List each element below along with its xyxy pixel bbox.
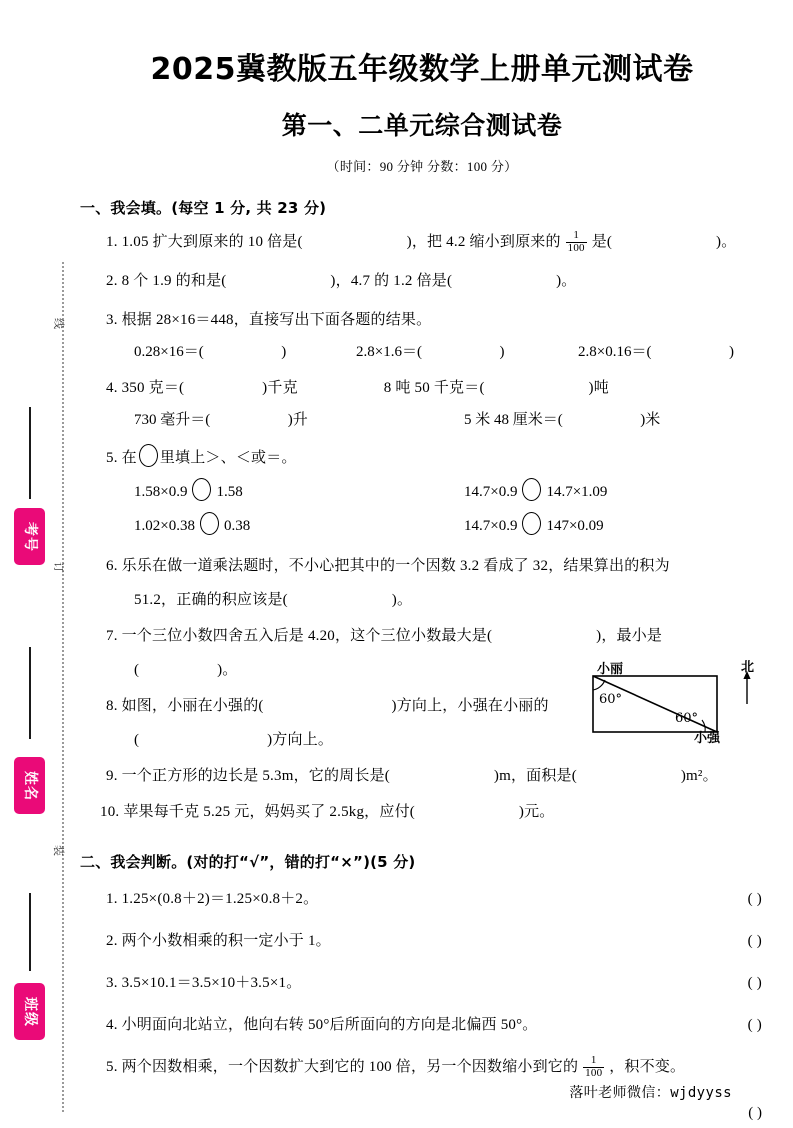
page-subtitle: 第一、二单元综合测试卷 [281,111,563,140]
question-7-line-1-b: )，最小是 [596,628,663,644]
judgement-item-3 [106,968,772,998]
question-4-row-2-left-b: )升 [287,412,308,428]
judgement-item-1 [106,884,772,914]
diagram-label-xiaoqiang: 小强 [694,731,721,746]
question-5-item-3 [134,511,464,541]
judgement-item-3-answer-paren[interactable]: ( ) [747,975,762,991]
question-5-stem-b: 里填上＞、＜或＝。 [159,450,297,466]
question-3-item-2 [356,337,578,367]
question-4-number: 4. [106,380,118,396]
question-9-number: 9. [106,768,118,784]
field-badge-exam-number-label: 考号 [21,521,38,552]
fraction-denominator: 100 [567,241,585,254]
question-7-line-2-a: ( [134,662,140,678]
judgement-item-2-answer-paren[interactable]: ( ) [747,933,762,949]
field-badge-student-name-label: 姓名 [21,770,38,801]
judgement-item-3-number: 3. [106,975,118,991]
diagram-angle-label-bottom: 60° [675,711,699,726]
rail-divider-2 [29,647,31,739]
question-5-item-4 [464,511,604,541]
seam-mark-bind: 订 [52,562,65,573]
question-6-number: 6. [106,558,118,574]
question-6-line-1: 乐乐在做一道乘法题时，不小心把其中的一个因数 3.2 看成了 32，结果算出的积为 [121,558,670,574]
question-5-item-3-left: 1.02×0.38 [134,518,195,534]
comparison-circle-2[interactable] [522,478,541,501]
question-5-item-1-left: 1.58×0.9 [134,484,188,500]
judgement-item-2-number: 2. [106,933,118,949]
fraction-numerator: 1 [573,229,580,242]
question-4-row-2-right-b: )米 [640,412,661,428]
fraction-numerator: 1 [590,1054,597,1067]
question-10 [100,797,772,827]
question-5-item-4-left: 14.7×0.9 [464,518,518,534]
judgement-item-5-answer-paren[interactable]: ( ) [748,1105,762,1121]
question-3-items [134,337,772,367]
question-3-item-3-text: 2.8×0.16＝( [578,344,652,360]
binding-dotted-line [62,262,64,1112]
question-4-row-2-left-a: 730 毫升＝( [134,412,211,428]
question-3-stem: 根据 28×16＝448，直接写出下面各题的结果。 [121,312,432,328]
question-5-row-2 [134,511,772,541]
direction-diagram [589,660,774,755]
rail-divider-1 [29,407,31,499]
question-6-line-2-a: 51.2，正确的积应该是( [134,592,288,608]
question-9-text-a: 一个正方形的边长是 5.3m，它的周长是( [121,768,390,784]
question-5 [106,443,772,473]
question-9-text-b: )m，面积是( [493,768,577,784]
question-3-item-1 [134,337,356,367]
question-3-item-3 [578,337,734,367]
judgement-item-4-text: 小明面向北站立，他向右转 50°后所面向的方向是北偏西 50°。 [121,1017,538,1033]
question-4-row-1-left-b: )千克 [262,380,298,396]
diagram-angle-arc-top [593,680,605,690]
section-1-heading: 一、我会填。(每空 1 分, 共 23 分) [80,199,327,217]
question-8-line-1-a: 如图，小丽在小强的( [121,698,264,714]
fraction-one-hundredth [566,230,587,255]
question-3-number: 3. [106,312,118,328]
fraction-one-hundredth-judgement [583,1055,604,1080]
question-4 [106,373,772,403]
question-10-text-a: 苹果每千克 5.25 元，妈妈买了 2.5kg，应付( [123,804,415,820]
judgement-item-4 [106,1010,772,1040]
question-9-text-c: )m²。 [680,768,718,784]
question-2-text-b: )，4.7 的 1.2 倍是( [330,273,453,289]
judgement-item-4-number: 4. [106,1017,118,1033]
comparison-circle-stem[interactable] [139,444,158,467]
question-7-line-1-a: 一个三位小数四舍五入后是 4.20，这个三位小数最大是( [121,628,493,644]
question-9 [106,761,772,791]
question-5-item-2 [464,477,607,507]
judgement-item-1-number: 1. [106,891,118,907]
judgement-item-5-text-a: 两个因数相乘，一个因数扩大到它的 100 倍，另一个因数缩小到它的 [121,1059,579,1075]
question-3 [106,305,772,335]
question-1-number: 1. [106,234,118,250]
diagram-label-north: 北 [741,660,755,675]
exam-meta: （时间：90 分钟 分数：100 分） [326,159,518,174]
question-1-text-d: )。 [716,234,737,250]
question-6 [106,551,772,581]
question-4-row-2-right-a: 5 米 48 厘米＝( [464,412,563,428]
question-2-text-c: )。 [556,273,577,289]
question-2 [106,266,772,296]
page-title: 2025冀教版五年级数学上册单元测试卷 [150,52,694,87]
question-1-text-b: )，把 4.2 缩小到原来的 [406,234,561,250]
question-4-row-1-right-a: 8 吨 50 千克＝( [383,380,485,396]
field-badge-student-name [14,757,45,814]
comparison-circle-1[interactable] [192,478,211,501]
question-5-item-1 [134,477,464,507]
field-badge-class [14,983,45,1040]
judgement-item-5 [106,1052,772,1082]
diagram-angle-label-top: 60° [599,692,623,707]
question-6-line-2-b: )。 [391,592,413,608]
judgement-item-3-text: 3.5×10.1＝3.5×10＋3.5×1。 [121,975,302,991]
field-badge-exam-number [14,508,45,565]
field-badge-class-label: 班级 [21,996,38,1027]
question-7-number: 7. [106,628,118,644]
question-4-row-2-left [134,405,464,435]
question-10-number: 10. [100,804,120,820]
seam-mark-line: 线 [52,318,65,329]
question-3-item-1-close: ) [281,344,287,360]
question-8-line-2-b: )方向上。 [267,732,334,748]
question-8-line-1-b: )方向上，小强在小丽的 [391,698,549,714]
question-6-line-2 [134,585,772,615]
question-4-row-1-right-b: )吨 [588,380,609,396]
question-3-item-1-text: 0.28×16＝( [134,344,204,360]
exam-paper [72,0,772,1122]
judgement-item-2-text: 两个小数相乘的积一定小于 1。 [121,933,331,949]
question-8-line-2-a: ( [134,732,140,748]
rail-divider-3 [29,893,31,971]
question-3-item-2-text: 2.8×1.6＝( [356,344,422,360]
question-5-item-4-right: 147×0.09 [546,518,604,534]
judgement-item-1-text: 1.25×(0.8＋2)＝1.25×0.8＋2。 [121,891,319,907]
question-5-item-2-left: 14.7×0.9 [464,484,518,500]
question-1 [106,227,772,257]
question-5-item-1-right: 1.58 [216,484,243,500]
seam-mark-pack: 装 [52,845,65,856]
question-5-row-1 [134,477,772,507]
judgement-item-5-text-b: ，积不变。 [609,1059,686,1075]
question-3-item-2-close: ) [499,344,505,360]
comparison-circle-3[interactable] [200,512,219,535]
judgement-item-5-number: 5. [106,1059,118,1075]
question-2-number: 2. [106,273,118,289]
diagram-label-xiaoli: 小丽 [597,662,624,677]
question-1-text-a: 1.05 扩大到原来的 10 倍是( [121,234,303,250]
question-1-text-c: 是( [591,234,613,250]
question-5-item-3-right: 0.38 [223,518,251,534]
question-8-number: 8. [106,698,118,714]
question-3-item-3-close: ) [728,344,734,360]
question-4-row-2 [134,405,772,435]
question-7-line-2-b: )。 [217,662,238,678]
question-5-number: 5. [106,450,118,466]
footer-credit-label: 落叶老师微信： [569,1086,671,1101]
left-margin-rail [0,0,72,1122]
question-4-row-1-left-a: 350 克＝( [121,380,185,396]
question-5-stem-a: 在 [121,450,137,466]
section-2-heading: 二、我会判断。(对的打“√”，错的打“×”)(5 分) [80,853,416,871]
judgement-item-1-answer-paren[interactable]: ( ) [747,891,762,907]
question-5-item-2-right: 14.7×1.09 [546,484,608,500]
comparison-circle-4[interactable] [522,512,541,535]
question-10-text-b: )元。 [518,804,555,820]
footer-wechat-id: wjdyyss [670,1085,732,1101]
judgement-item-4-answer-paren[interactable]: ( ) [747,1017,762,1033]
question-2-text-a: 8 个 1.9 的和是( [121,273,227,289]
fraction-denominator: 100 [585,1066,603,1079]
footer-credit [72,1082,732,1102]
question-4-row-2-right [464,405,660,435]
judgement-item-2 [106,926,772,956]
question-7 [106,621,772,651]
